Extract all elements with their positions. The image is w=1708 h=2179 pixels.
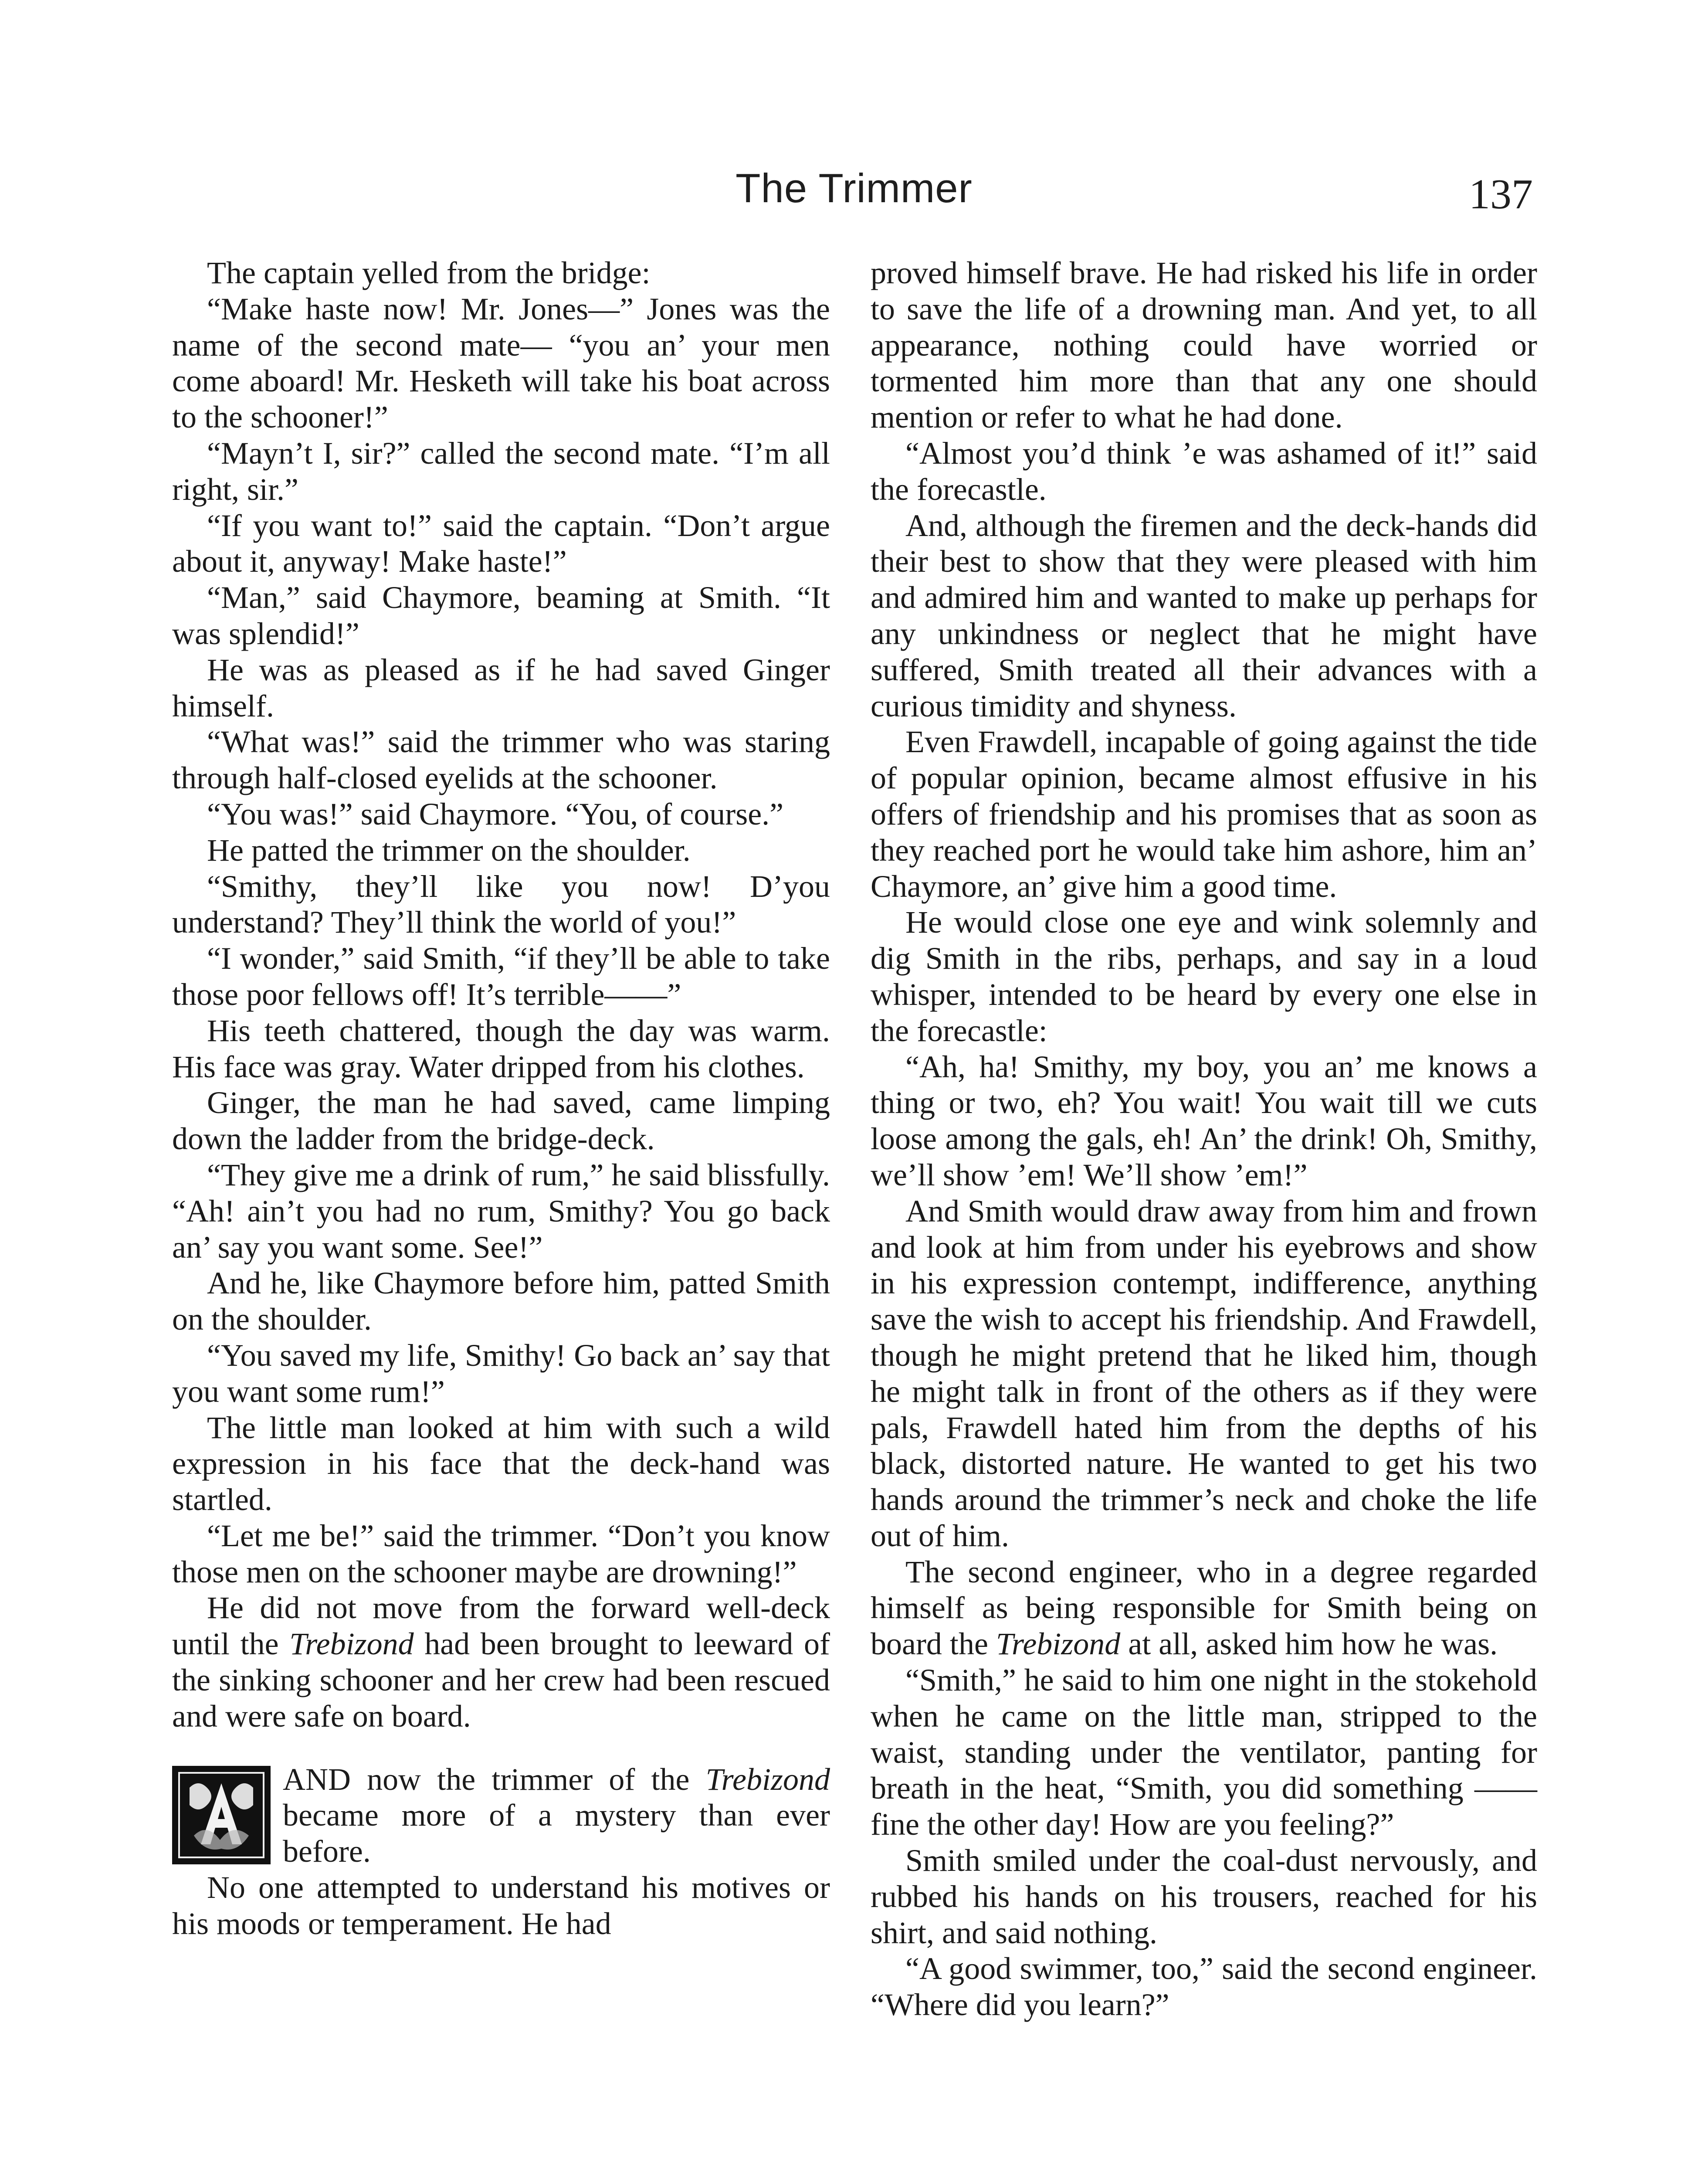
paragraph: Smith smiled under the coal-dust nervously, and rubbed his hands on his trousers, reached for his shirt, and said nothing. — [871, 1843, 1537, 1950]
paragraph: “Mayn’t I, sir?” called the second mate. “I’m all right, sir.” — [172, 435, 830, 507]
paragraph: proved himself brave. He had risked his life in order to save the life of a drowning man. And yet, to all appearance, nothing could have worried or tormented him more than that any one should mention or refer to what he had done. — [871, 255, 1537, 435]
paragraph-text: at all, asked him how he was. — [1120, 1626, 1498, 1662]
paragraph: “You was!” said Chaymore. “You, of course.” — [207, 796, 784, 832]
running-title: The Trimmer — [735, 165, 973, 211]
paragraph: And, although the firemen and the deck-hands did their best to show that they were pleased with him and admired him and wanted to make up perhaps for any unkindness or neglect that he might have suffered, Smith treated all their advances with a curious timidity and shyness. — [871, 508, 1537, 723]
paragraph: “I wonder,” said Smith, “if they’ll be able to take those poor fellows off! It’s terrible——” — [172, 941, 830, 1012]
ship-name: Trebizond — [996, 1626, 1121, 1662]
paragraph: The little man looked at him with such a wild expression in his face that the deck-hand was startled. — [172, 1410, 830, 1517]
ornamental-initial-icon — [172, 1766, 271, 1864]
paragraph: He would close one eye and wink solemnly and dig Smith in the ribs, perhaps, and say in a loud whisper, intended to be heard by every one else in the forecastle: — [871, 905, 1537, 1048]
page-number: 137 — [1469, 171, 1533, 218]
paragraph: “Make haste now! Mr. Jones—” Jones was the name of the second mate— “you an’ your men come aboard! Mr. Hesketh will take his boat across to the schooner!” — [172, 291, 830, 435]
paragraph: “A good swimmer, too,” said the second engineer. “Where did you learn?” — [871, 1951, 1537, 2023]
paragraph: No one attempted to understand his motives or his moods or temperament. He had — [172, 1870, 830, 1941]
ship-name: Trebizond — [705, 1762, 830, 1797]
paragraph-text: He did not move from the forward well-deck until the — [172, 1590, 830, 1662]
paragraph: And Smith would draw away from him and frown and look at him from under his eyebrows and show in his expression contempt, indifference, anything save the wish to accept his friendship. And Frawdell, though he might pretend that he liked him, though he might talk in front of the others as if they were pals, Frawdell hated him from the depths of his black, distorted nature. He wanted to get his two hands around the trimmer’s neck and choke the life out of him. — [871, 1193, 1537, 1553]
paragraph: “What was!” said the trimmer who was staring through half-closed eyelids at the schooner. — [172, 724, 830, 796]
paragraph: Ginger, the man he had saved, came limping down the ladder from the bridge-deck. — [172, 1085, 830, 1157]
section-opening — [172, 1762, 830, 1870]
paragraph: “Smithy, they’ll like you now! D’you understand? They’ll think the world of you!” — [172, 869, 830, 940]
paragraph-text: had been brought to leeward of the sinking schooner and her crew had been rescued and were safe on board. — [172, 1626, 830, 1734]
paragraph: “Ah, ha! Smithy, my boy, you an’ me knows a thing or two, eh? You wait! You wait till we cuts loose among the gals, eh! An’ the drink! Oh, Smithy, we’ll show ’em! We’ll show ’em!” — [871, 1049, 1537, 1192]
paragraph: His teeth chattered, though the day was warm. His face was gray. Water dripped from his clothes. — [172, 1013, 830, 1084]
paragraph: “Let me be!” said the trimmer. “Don’t you know those men on the schooner maybe are drowning!” — [172, 1518, 830, 1589]
paragraph: “If you want to!” said the captain. “Don’t argue about it, anyway! Make haste!” — [172, 508, 830, 579]
paragraph: “You saved my life, Smithy! Go back an’ say that you want some rum!” — [172, 1337, 830, 1409]
left-column — [172, 255, 830, 1942]
paragraph: “Man,” said Chaymore, beaming at Smith. “It was splendid!” — [172, 580, 830, 651]
paragraph: “Smith,” he said to him one night in the stokehold when he came on the little man, stripped to the waist, standing under the ventilator, panting for breath in the heat, “Smith, you did something —— fine the other day! How are you feeling?” — [871, 1663, 1537, 1842]
paragraph — [172, 1590, 830, 1734]
paragraph: “They give me a drink of rum,” he said blissfully. “Ah! ain’t you had no rum, Smithy? You go back an’ say you want some. See!” — [172, 1157, 830, 1265]
paragraph: And he, like Chaymore before him, patted Smith on the shoulder. — [172, 1266, 830, 1337]
section-lead — [172, 1762, 830, 1870]
section-lead-text: became more of a mystery than ever before. — [283, 1798, 830, 1869]
paragraph: He patted the trimmer on the shoulder. — [207, 832, 691, 868]
paragraph: “Almost you’d think ’e was ashamed of it!” said the forecastle. — [871, 435, 1537, 507]
section-lead-text: AND now the trimmer of the — [283, 1762, 706, 1797]
paragraph — [871, 1554, 1537, 1662]
paragraph: The captain yelled from the bridge: — [207, 255, 651, 290]
paragraph-text: The second engineer, who in a degree regarded himself as being responsible for Smith being on board the — [871, 1554, 1537, 1662]
right-column — [871, 255, 1537, 2023]
ship-name: Trebizond — [289, 1626, 414, 1662]
paragraph: Even Frawdell, incapable of going against the tide of popular opinion, became almost effusive in his offers of friendship and his promises that as soon as they reached port he would take him ashore, him an’ Chaymore, an’ give him a good time. — [871, 724, 1537, 904]
paragraph: He was as pleased as if he had saved Ginger himself. — [172, 652, 830, 723]
